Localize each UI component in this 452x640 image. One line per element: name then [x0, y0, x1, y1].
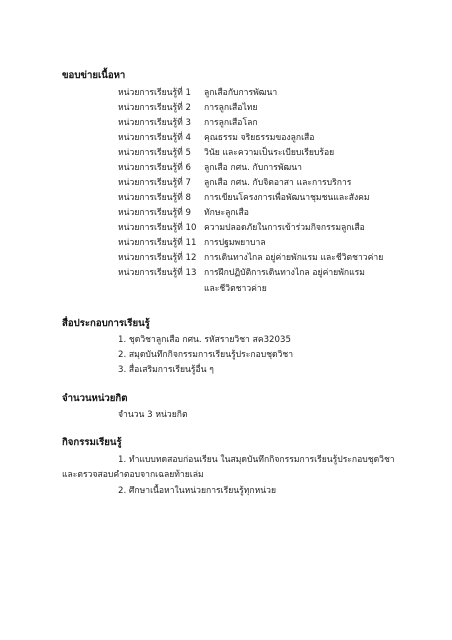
unit-row [118, 235, 266, 249]
media-item: 1. ชุดวิชาลูกเสือ กศน. รหัสรายวิชา สค32035 [118, 335, 291, 345]
unit-text: การเดินทางไกล อยู่ค่ายพักแรม และชีวิตชาวค่าย [204, 253, 384, 263]
unit-label: หน่วยการเรียนรู้ที่ 7 [118, 178, 191, 188]
unit-label: หน่วยการเรียนรู้ที่ 3 [118, 118, 191, 128]
unit-text: การปฐมพยาบาล [204, 238, 266, 248]
unit-row [118, 250, 383, 264]
unit-row [118, 100, 257, 114]
unit-row [118, 160, 302, 174]
unit-label: หน่วยการเรียนรู้ที่ 6 [118, 163, 191, 173]
media-heading: สื่อประกอบการเรียนรู้ [62, 318, 150, 329]
media-item: 3. สื่อเสริมการเรียนรู้อื่น ๆ [118, 365, 214, 375]
unit-row [118, 205, 249, 219]
unit-text: การเขียนโครงการเพื่อพัฒนาชุมชนและสังคม [204, 193, 370, 203]
unit-row [118, 190, 370, 204]
unit-label: หน่วยการเรียนรู้ที่ 9 [118, 208, 191, 218]
unit-text: ลูกเสือ กศน. กับจิตอาสา และการบริการ [204, 178, 352, 188]
activity-item-2: 2. ศึกษาเนื้อหาในหน่วยการเรียนรู้ทุกหน่วย [118, 486, 277, 496]
unit-label: หน่วยการเรียนรู้ที่ 5 [118, 148, 191, 158]
unit-label: หน่วยการเรียนรู้ที่ 2 [118, 103, 191, 113]
unit-text: คุณธรรม จริยธรรมของลูกเสือ [204, 133, 315, 143]
scope-heading: ขอบข่ายเนื้อหา [62, 70, 126, 81]
unit-row [118, 85, 277, 99]
unit-label: หน่วยการเรียนรู้ที่ 8 [118, 193, 191, 203]
unit-text: การลูกเสือไทย [204, 103, 258, 113]
unit-label: หน่วยการเรียนรู้ที่ 11 [118, 238, 197, 248]
unit-row [118, 145, 334, 159]
unit-row [118, 175, 351, 189]
media-item: 2. สมุดบันทึกกิจกรรมการเรียนรู้ประกอบชุดวิชา [118, 350, 294, 360]
unit-label: หน่วยการเรียนรู้ที่ 1 [118, 88, 191, 98]
unit-text: วินัย และความเป็นระเบียบเรียบร้อย [204, 148, 335, 158]
unit-label: หน่วยการเรียนรู้ที่ 4 [118, 133, 191, 143]
unit-text: ความปลอดภัยในการเข้าร่วมกิจกรรมลูกเสือ [204, 223, 365, 233]
unit-text: ลูกเสือ กศน. กับการพัฒนา [204, 163, 302, 173]
unit-text: การฝึกปฏิบัติการเดินทางไกล อยู่ค่ายพักแรม [204, 268, 365, 278]
unit-row [118, 115, 258, 129]
unit-text: การลูกเสือโลก [204, 118, 258, 128]
unit-row [118, 130, 314, 144]
unit-row [118, 220, 365, 234]
unit-label: หน่วยการเรียนรู้ที่ 10 [118, 223, 197, 233]
unit-text: ทักษะลูกเสือ [204, 208, 249, 218]
credits-heading: จำนวนหน่วยกิต [62, 393, 128, 404]
activities-heading: กิจกรรมเรียนรู้ [62, 437, 122, 448]
unit-label: หน่วยการเรียนรู้ที่ 13 [118, 268, 197, 278]
unit-continuation: และชีวิตชาวค่าย [204, 284, 267, 294]
activity-item-1-continuation: และตรวจสอบคำตอบจากเฉลยท้ายเล่ม [62, 470, 204, 480]
credits-text: จำนวน 3 หน่วยกิต [118, 410, 188, 420]
activity-item-1: 1. ทำแบบทดสอบก่อนเรียน ในสมุดบันทึกกิจกรรมการเรียนรู้ประกอบชุดวิชา [118, 455, 395, 465]
unit-text: ลูกเสือกับการพัฒนา [204, 88, 278, 98]
unit-row [118, 265, 365, 279]
unit-label: หน่วยการเรียนรู้ที่ 12 [118, 253, 197, 263]
